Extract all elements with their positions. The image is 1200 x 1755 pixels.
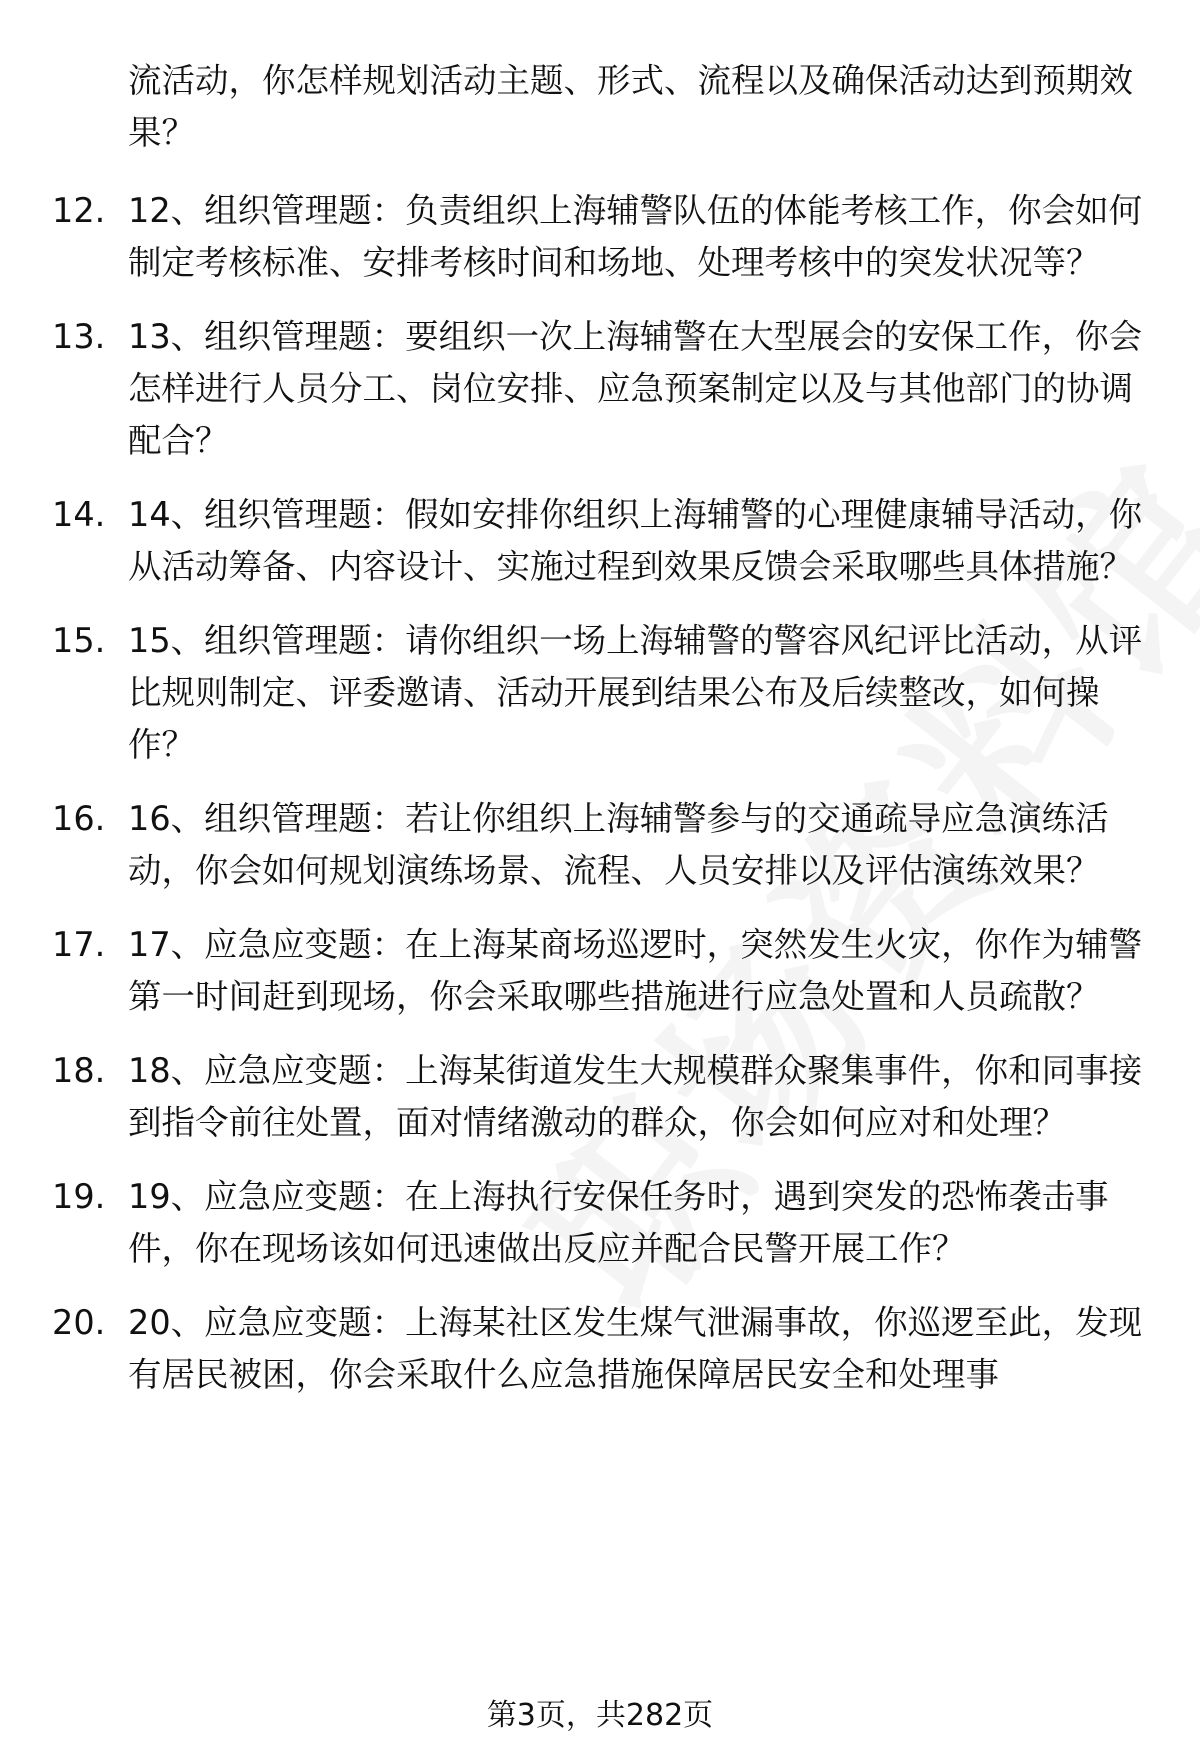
page-footer: 第3页，共282页 [486,1698,714,1733]
question-item-20 [0,1297,1148,1401]
question-item-15 [0,615,1148,771]
question-text: 13、组织管理题：要组织一次上海辅警在大型展会的安保工作，你会怎样进行人员分工、岗位安排、应急预案制定以及与其他部门的协调配合？ [128,317,1143,460]
question-text: 19、应急应变题：在上海执行安保任务时，遇到突发的恐怖袭击事件，你在现场该如何迅速做出反应并配合民警开展工作？ [128,1177,1109,1268]
question-item-16 [0,793,1148,897]
question-number: 19. [52,1177,106,1216]
question-text: 16、组织管理题：若让你组织上海辅警参与的交通疏导应急演练活动，你会如何规划演练场景、流程、人员安排以及评估演练效果？ [128,799,1109,890]
question-number: 12. [52,191,106,230]
question-text: 15、组织管理题：请你组织一场上海辅警的警容风纪评比活动，从评比规则制定、评委邀请、活动开展到结果公布及后续整改，如何操作？ [128,621,1143,764]
question-number: 16. [52,799,106,838]
question-text: 14、组织管理题：假如安排你组织上海辅警的心理健康辅导活动，你从活动筹备、内容设计、实施过程到效果反馈会采取哪些具体措施？ [128,495,1143,586]
question-number: 17. [52,925,106,964]
question-number: 15. [52,621,106,660]
question-item-19 [0,1171,1148,1275]
question-text: 20、应急应变题：上海某社区发生煤气泄漏事故，你巡逻至此，发现有居民被困，你会采取什么应急措施保障居民安全和处理事 [128,1303,1143,1394]
question-item-12 [0,185,1148,289]
question-text: 12、组织管理题：负责组织上海辅警队伍的体能考核工作，你会如何制定考核标准、安排考核时间和场地、处理考核中的突发状况等？ [128,191,1143,282]
question-number: 20. [52,1303,106,1342]
question-list [0,185,1200,1423]
question-text: 18、应急应变题：上海某街道发生大规模群众聚集事件，你和同事接到指令前往处置，面对情绪激动的群众，你会如何应对和处理？ [128,1051,1143,1142]
question-item-18 [0,1045,1148,1149]
question-text: 17、应急应变题：在上海某商场巡逻时，突然发生火灾，你作为辅警第一时间赶到现场，你会采取哪些措施进行应急处置和人员疏散？ [128,925,1143,1016]
question-item-14 [0,489,1148,593]
question-item-13 [0,311,1148,467]
continuation-text: 流活动，你怎样规划活动主题、形式、流程以及确保活动达到预期效果？ [128,61,1133,152]
question-number: 14. [52,495,106,534]
question-item-17 [0,919,1148,1023]
question-number: 13. [52,317,106,356]
question-number: 18. [52,1051,106,1090]
